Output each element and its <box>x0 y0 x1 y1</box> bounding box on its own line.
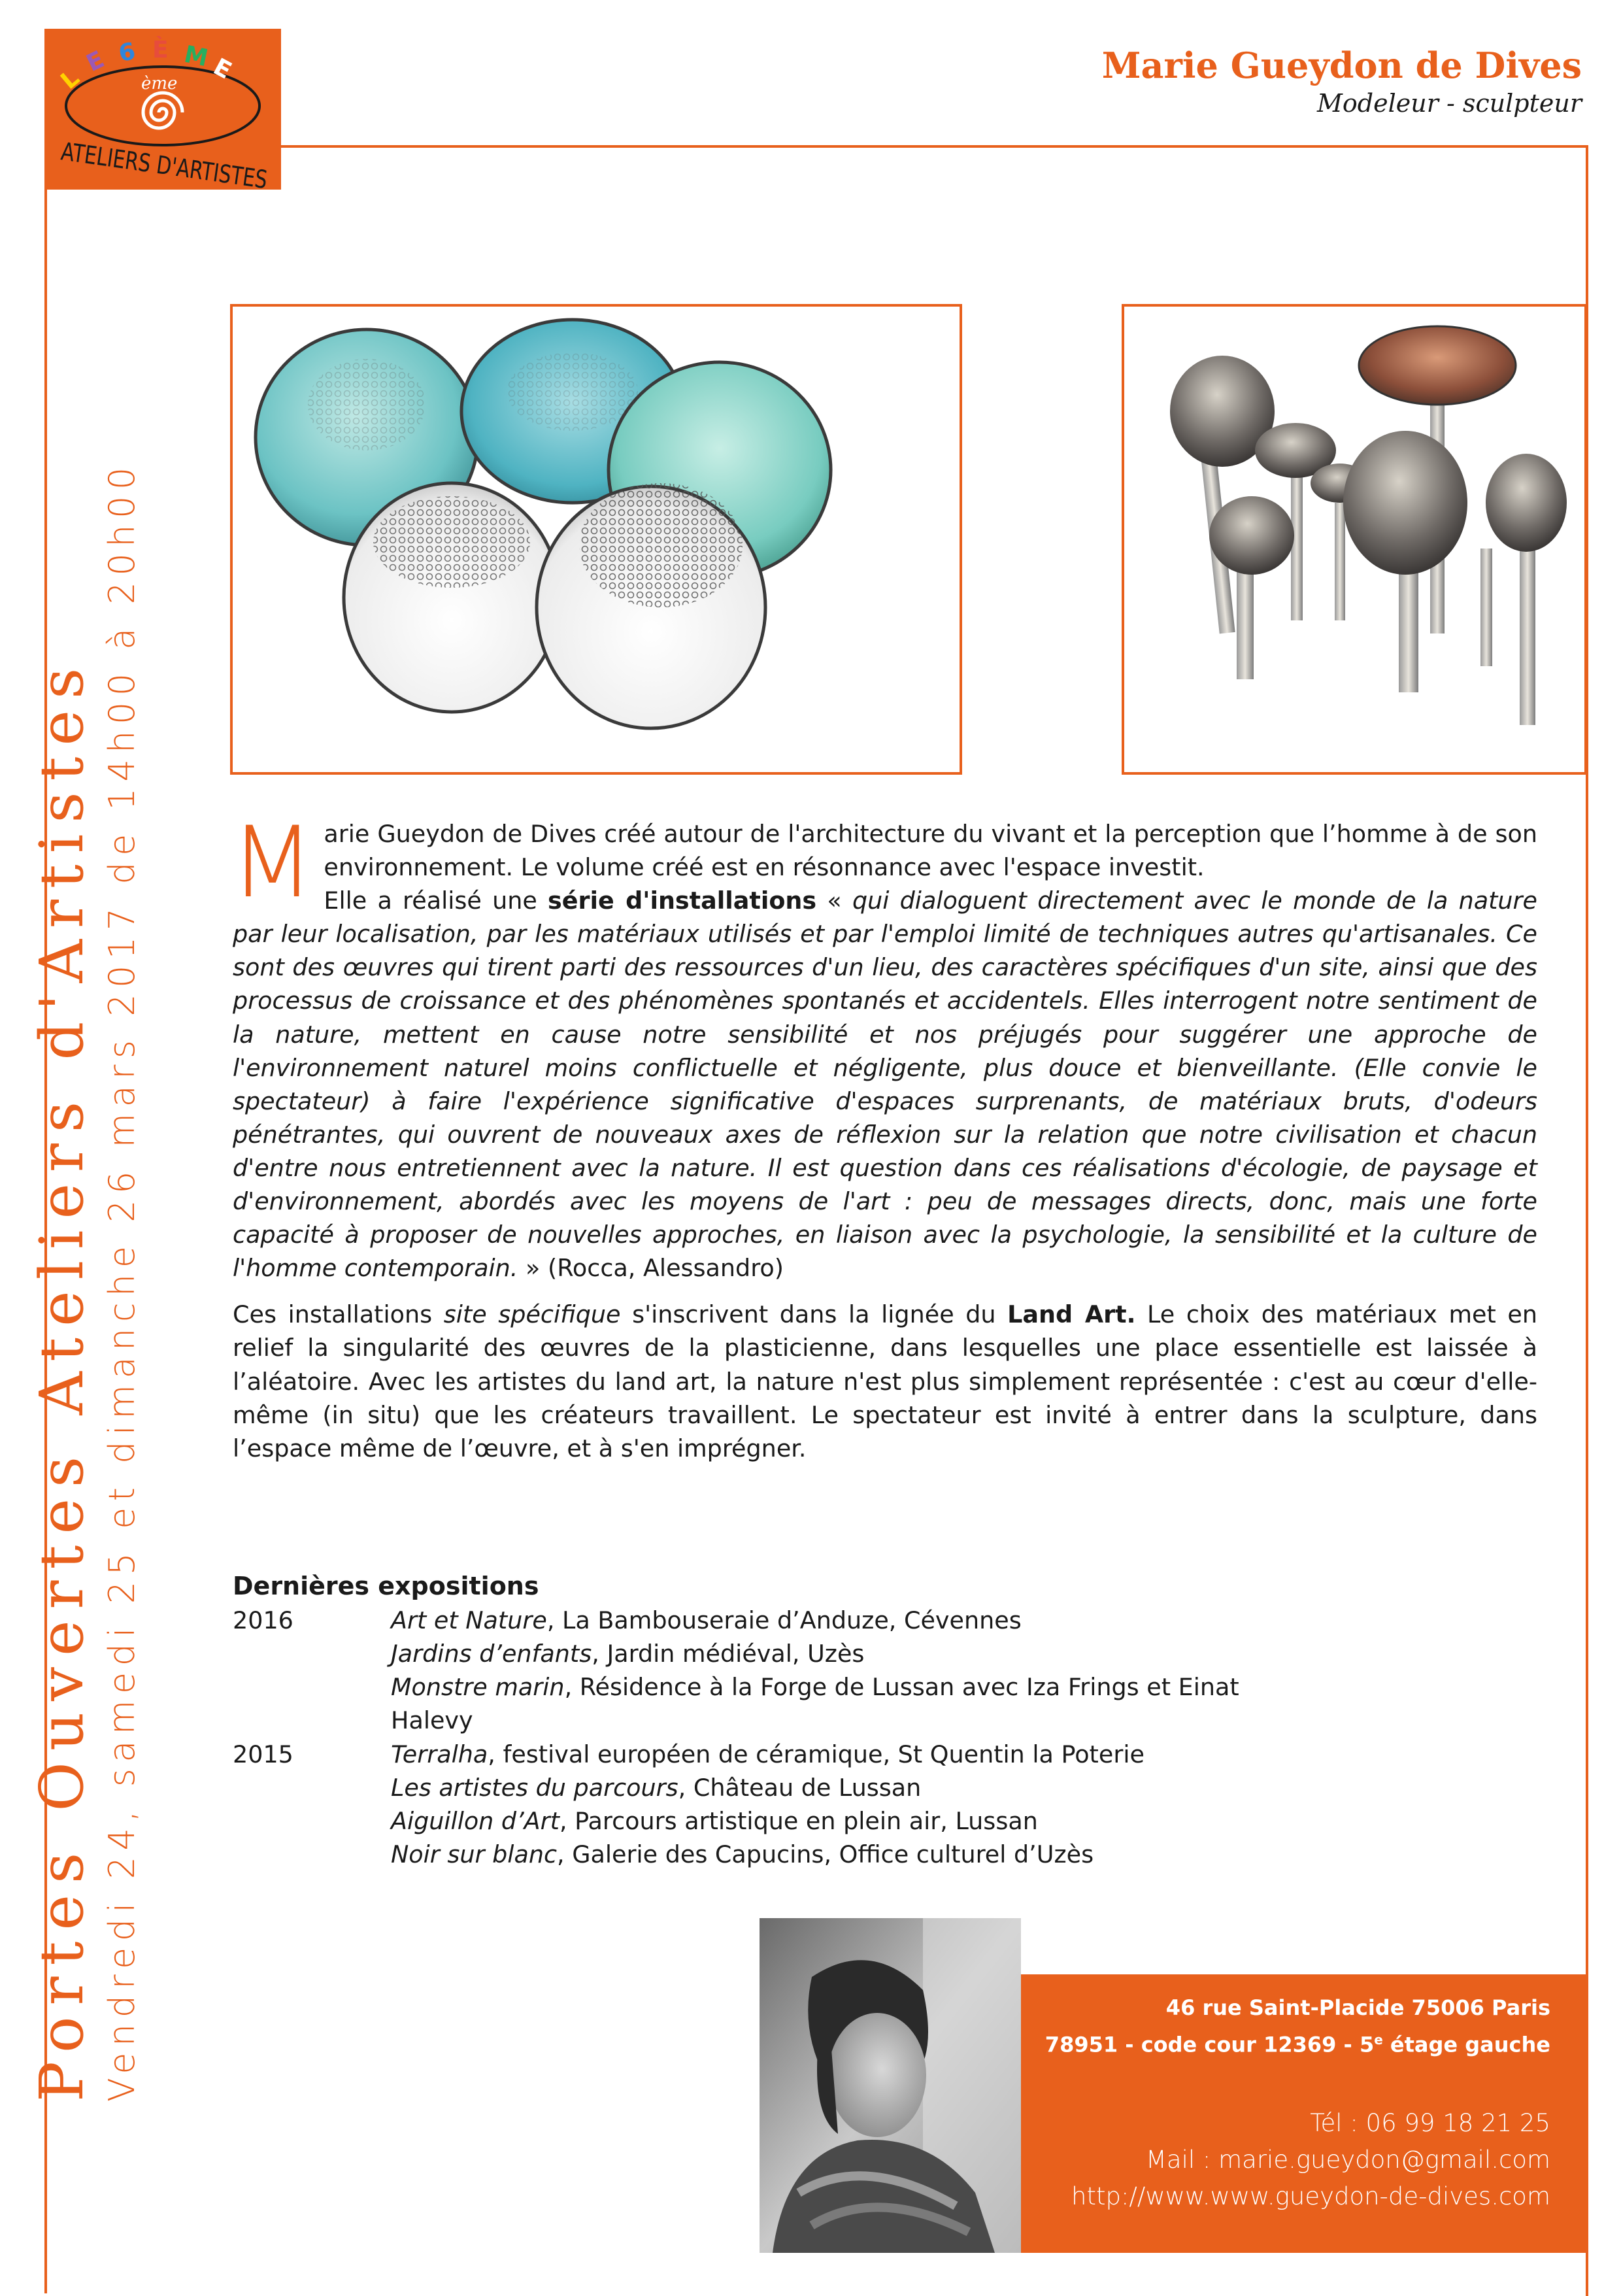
exhibition-detail: , La Bambouseraie d’Anduze, Cévennes <box>546 1606 1022 1635</box>
exhibition-row <box>233 1838 1278 1871</box>
mushrooms-photo <box>1122 304 1587 775</box>
exhibition-title: Jardins d’enfants <box>391 1640 592 1668</box>
intro-paragraph: arie Gueydon de Dives créé autour de l'architecture du vivant et la perception que l’homme à de son environnement. Le volume créé est en résonnance avec l'espace investit. <box>324 820 1537 882</box>
address-line-2 <box>1045 2032 1550 2057</box>
exhibition-year: 2015 <box>233 1740 293 1768</box>
dropcap: M <box>230 806 315 920</box>
exhibition-year <box>233 1838 391 1871</box>
address-line-1: 46 rue Saint-Placide 75006 Paris <box>1165 1995 1550 2020</box>
text-run: Land Art. <box>1007 1300 1136 1329</box>
exhibition-row <box>233 1738 1278 1771</box>
exhibition-year <box>233 1637 391 1670</box>
exhibition-row <box>233 1637 1278 1670</box>
artist-name: Marie Gueydon de Dives <box>1101 44 1582 86</box>
quote-text: qui dialoguent directement avec le monde de la nature par leur localisation, par les matériaux utilisés et par l'emploi limité de techniques autres qu'artisanales. Ce sont des œuvres qui tirent parti des ressources d'un lieu, des caractères spécifiques d'un site, ainsi que des processus de croissance et des phénomènes spontanés et accidentels. Elles interrogent notre sentiment de la nature, mettent en cause notre sensibilité et nos préjugés pour suggérer une approche de l'environnement naturel moins conflictuelle et négligente, plus douce et bienveillante. (Elle convie le spectateur) à faire l'expérience significative d'espaces surprenants, de matériaux bruts, d'odeurs pénétrantes, qui ouvrent de nouveaux axes de réflexion sur la relation que notre civilisation et chacun d'entre nous entretiennent avec la nature. Il est question dans ces réalisations d'écologie, de paysage et d'environnement, abordés avec les moyens de l'art : peu de messages directs, donc, mais une forte capacité à proposer de nouvelles approches, en liaison avec la psychologie, la sensibilité et la culture de l'homme contemporain. <box>233 886 1537 1283</box>
exhibition-text <box>391 1670 1278 1737</box>
exhibition-year <box>233 1804 391 1838</box>
exhibition-title: Noir sur blanc <box>391 1840 558 1868</box>
exhibition-text <box>391 1604 1278 1637</box>
floor-superscript: e <box>1374 2032 1383 2048</box>
text-run: série d'installations <box>548 886 817 915</box>
exhibition-text <box>391 1771 1278 1804</box>
exhibition-year: 2016 <box>233 1606 293 1635</box>
exhibitions-section <box>233 1569 1278 1871</box>
exhibition-title: Les artistes du parcours <box>391 1773 678 1802</box>
logo-letter-4: È <box>152 37 169 63</box>
exhibition-row <box>233 1771 1278 1804</box>
logo-letter-3: 6 <box>116 38 138 67</box>
exhibition-title: Monstre marin <box>391 1673 565 1702</box>
exhibition-detail: , Galerie des Capucins, Office culturel d’Uzès <box>557 1840 1094 1868</box>
text-run: site spécifique <box>443 1300 621 1329</box>
logo-spiral-icon <box>143 93 182 128</box>
exhibition-text <box>391 1738 1278 1771</box>
exhibition-detail: , Résidence à la Forge de Lussan avec Iza Frings et Einat Halevy <box>391 1673 1239 1735</box>
text-run: s'inscrivent dans la lignée du <box>620 1300 1008 1329</box>
text-run: Elle a réalisé une <box>324 886 548 915</box>
logo-letter-5: M <box>182 41 210 73</box>
website-link[interactable]: http://www.www.gueydon-de-dives.com <box>1071 2182 1550 2210</box>
ceramics-photo <box>230 304 962 775</box>
text-run: « <box>816 886 852 915</box>
address-text: étage gauche <box>1382 2032 1550 2057</box>
frame-top-line <box>281 145 1587 148</box>
event-dates: Vendredi 24, samedi 25 et dimanche 26 mars 2017 de 14h00 à 20h00 <box>101 461 142 2102</box>
exhibition-detail: , Parcours artistique en plein air, Lussan <box>559 1806 1038 1835</box>
exhibition-text <box>391 1637 1278 1670</box>
event-title: Portes Ouvertes Ateliers d'Artistes <box>27 656 97 2102</box>
land-art-paragraph <box>233 1298 1537 1464</box>
logo-mark-icon <box>44 29 328 203</box>
exhibitions-heading: Dernières expositions <box>233 1572 539 1600</box>
logo-letter-2: E <box>82 46 109 78</box>
artist-role: Modeleur - sculpteur <box>1316 89 1582 118</box>
exhibition-row <box>233 1670 1278 1737</box>
exhibition-detail: , Château de Lussan <box>678 1773 922 1802</box>
text-run: » (Rocca, Alessandro) <box>518 1254 784 1283</box>
exhibition-text <box>391 1838 1278 1871</box>
exhibition-title: Aiguillon d’Art <box>391 1806 560 1835</box>
exhibition-year <box>233 1771 391 1804</box>
exhibition-detail: , Jardin médiéval, Uzès <box>592 1640 865 1668</box>
address-text: 78951 - code cour 12369 - 5 <box>1044 2032 1375 2057</box>
installations-paragraph <box>233 884 1537 1285</box>
vertical-banner <box>29 461 150 2102</box>
mushroom-sculptures-image <box>1124 307 1584 772</box>
text-run: Ces installations <box>233 1300 444 1329</box>
main-text <box>230 806 1538 1465</box>
text-run: Le choix des matériaux met en relief la singularité des œuvres de la plasticienne, dans lesquelles une place essentielle est laissée à l’aléatoire. Avec les artistes du land art, la nature n'est plus simplement représentée : c'est au cœur d'elle-même (in situ) que les créateurs travaillent. Le spectateur est invité à entrer dans la sculpture, dans l’espace même de l’œuvre, et à s'en imprégner. <box>233 1300 1538 1462</box>
logo <box>44 29 328 203</box>
exhibition-text <box>391 1804 1278 1838</box>
exhibition-detail: , festival européen de céramique, St Quentin la Poterie <box>488 1740 1145 1768</box>
logo-bottom-text: ATELIERS D'ARTISTES <box>59 137 328 203</box>
exhibition-year <box>233 1670 391 1737</box>
exhibition-row <box>233 1804 1278 1838</box>
ceramic-discs-image <box>233 307 960 772</box>
exhibition-row <box>233 1604 1278 1637</box>
mail-line[interactable]: Mail : marie.gueydon@gmail.com <box>1145 2146 1550 2174</box>
portrait-image <box>760 1918 1021 2253</box>
artist-portrait <box>760 1918 1021 2253</box>
phone-line: Tél : 06 99 18 21 25 <box>1310 2109 1550 2137</box>
logo-letter-1: L <box>56 64 85 95</box>
exhibition-title: Art et Nature <box>391 1606 547 1635</box>
contact-box <box>1021 1974 1587 2253</box>
exhibition-title: Terralha <box>391 1740 488 1768</box>
logo-sup: ème <box>141 74 178 93</box>
logo-letter-6: E <box>209 53 236 85</box>
